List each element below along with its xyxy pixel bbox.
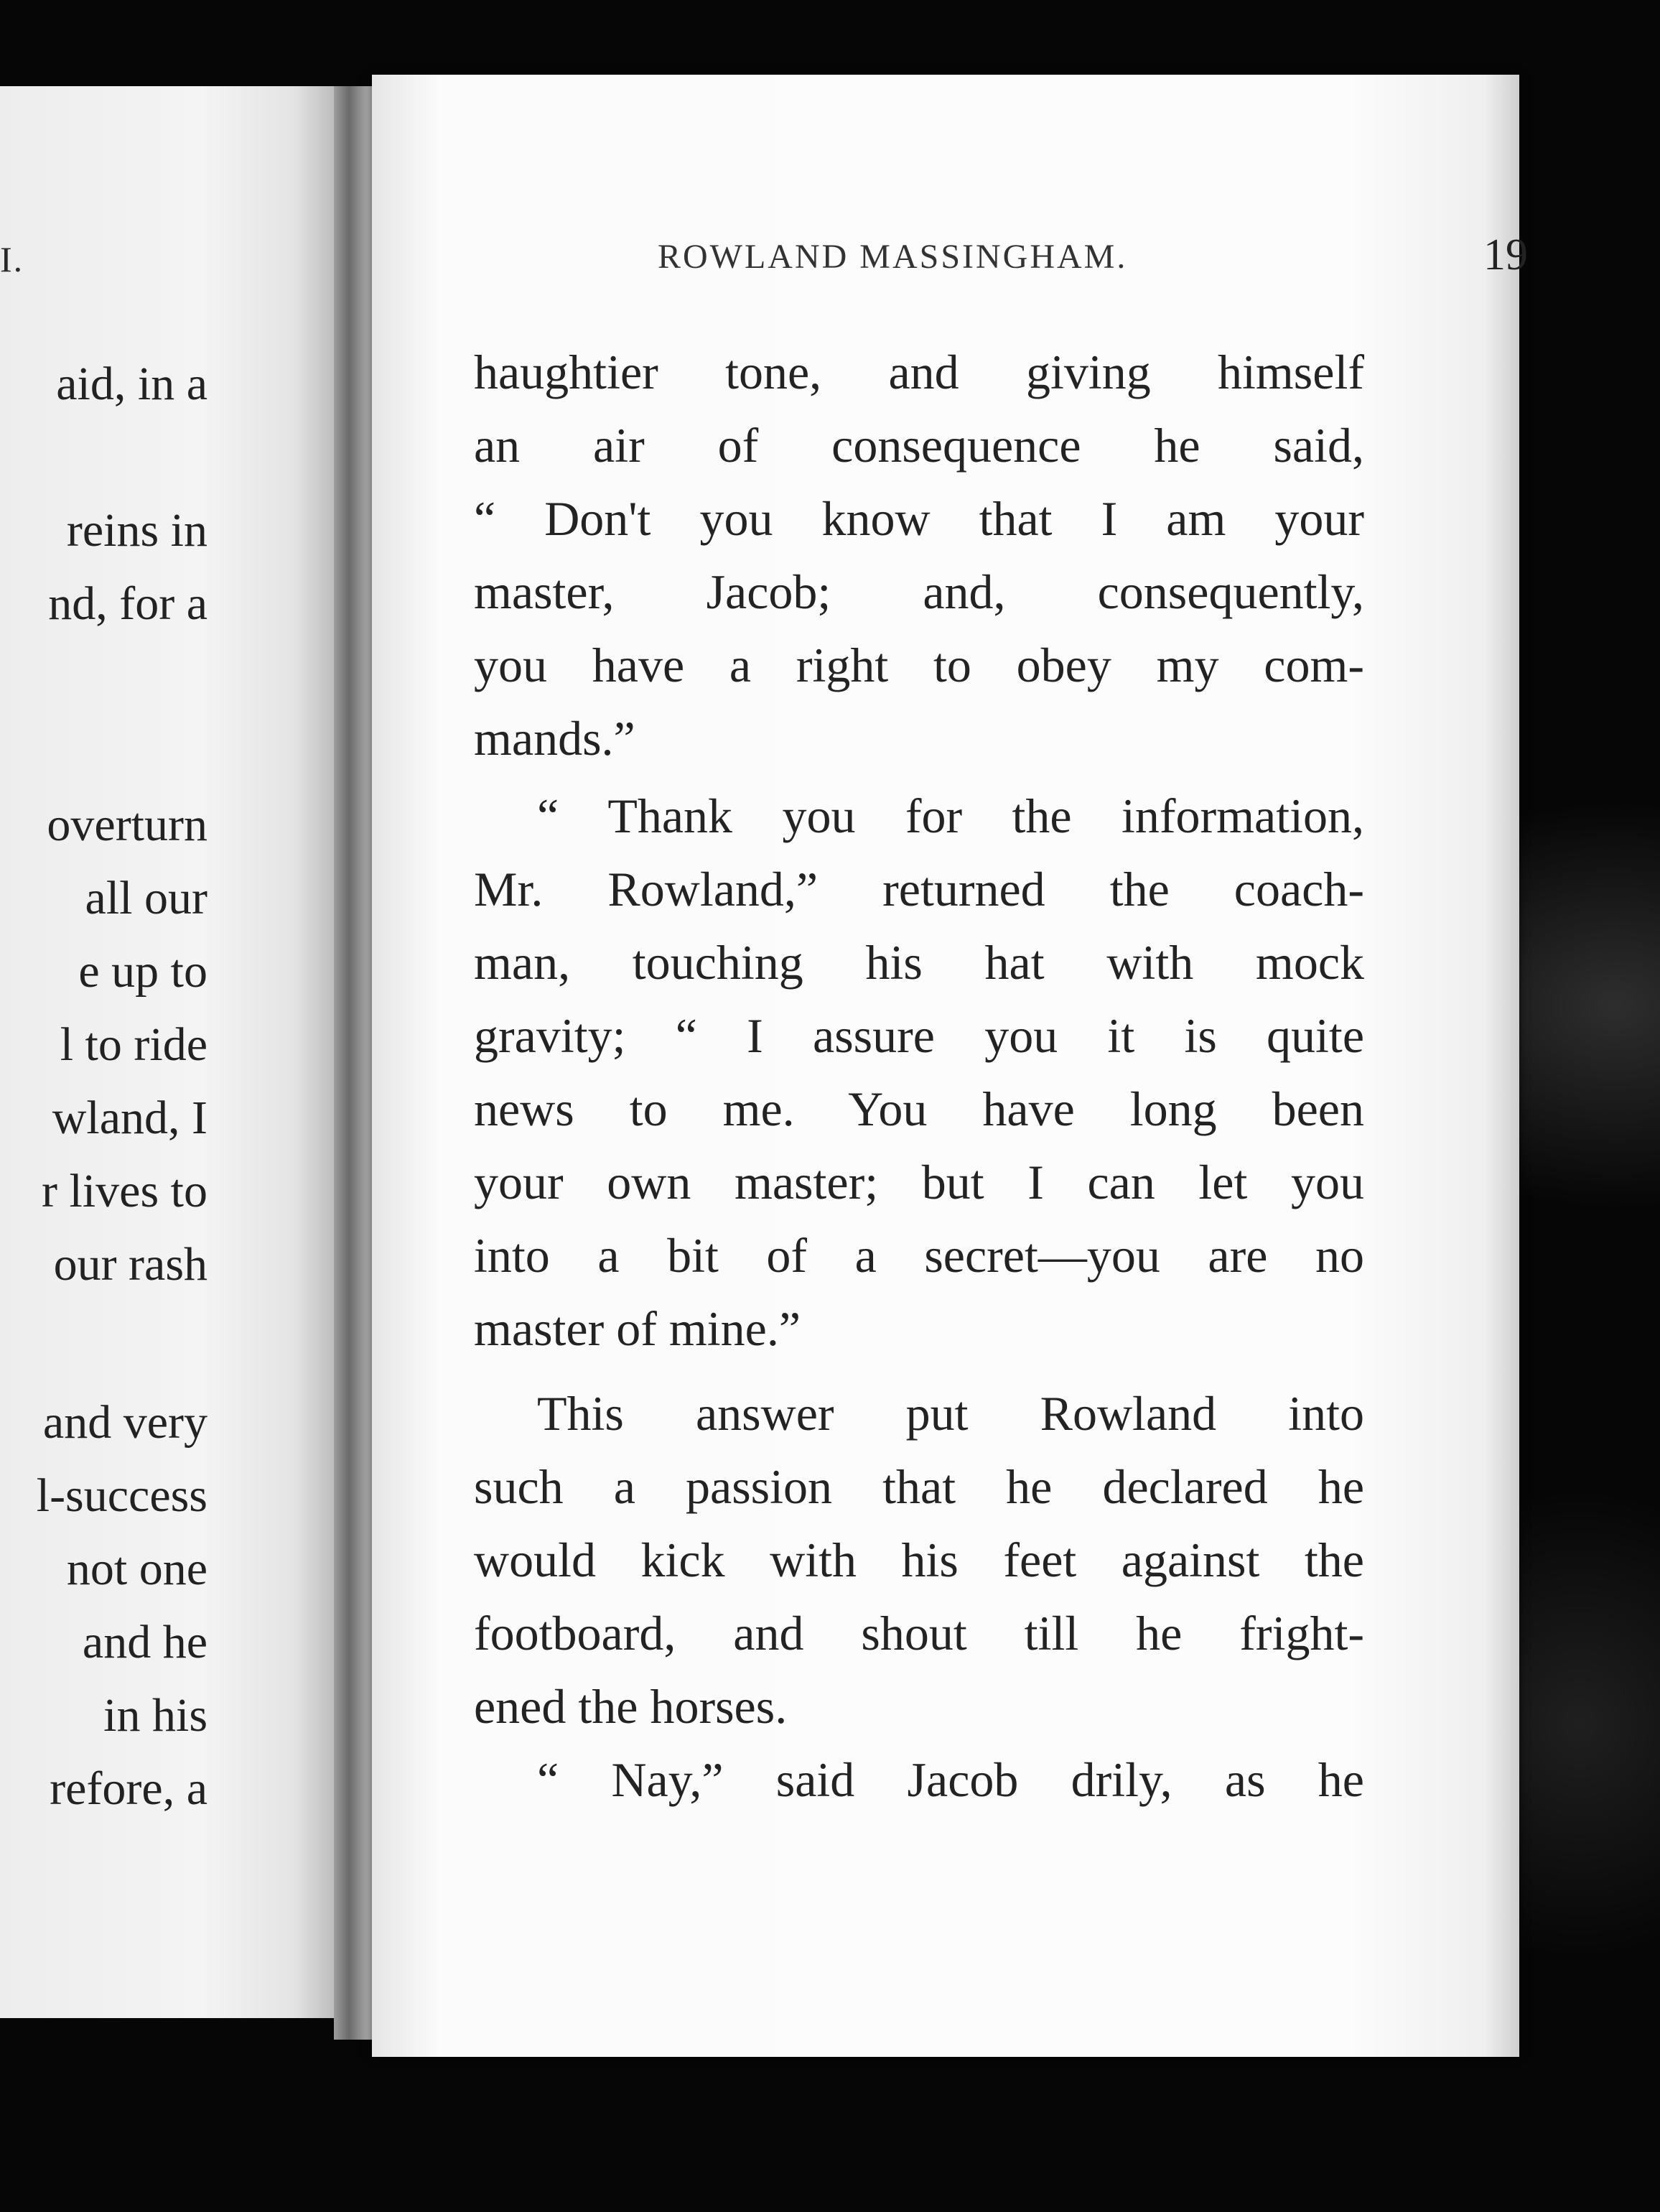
left-line: nd, for a — [48, 577, 208, 630]
text-line: This answer put Rowland into — [537, 1386, 1364, 1441]
text-line: man, touching his hat with mock — [474, 935, 1364, 990]
left-line: l to ride — [60, 1018, 208, 1071]
left-line: our rash — [53, 1238, 208, 1291]
left-line: overturn — [47, 799, 208, 851]
text-line: “ Nay,” said Jacob drily, as he — [537, 1752, 1364, 1807]
text-line: mands.” — [474, 711, 635, 766]
text-line: footboard, and shout till he fright- — [474, 1606, 1364, 1660]
left-line: aid, in a — [56, 358, 208, 410]
text-line: into a bit of a secret—you are no — [474, 1228, 1364, 1283]
left-line: refore, a — [50, 1762, 208, 1815]
text-line: haughtier tone, and giving himself — [474, 345, 1364, 399]
text-line: “ Don't you know that I am your — [474, 491, 1364, 546]
page-number: 19 — [1483, 231, 1528, 279]
text-line: Mr. Rowland,” returned the coach- — [474, 862, 1364, 916]
left-line: and very — [42, 1396, 208, 1449]
left-running-head: I. — [0, 239, 24, 279]
text-line: “ Thank you for the information, — [537, 789, 1364, 843]
left-line: and he — [82, 1616, 208, 1668]
left-line: r lives to — [42, 1165, 208, 1217]
left-line: all our — [85, 872, 208, 924]
left-line: in his — [103, 1689, 208, 1742]
running-title: ROWLAND MASSINGHAM. — [658, 238, 1128, 276]
left-line: e up to — [78, 945, 208, 998]
text-line: such a passion that he declared he — [474, 1459, 1364, 1514]
text-line: master, Jacob; and, consequently, — [474, 564, 1364, 619]
book-gutter — [334, 86, 377, 2040]
text-line: you have a right to obey my com- — [474, 638, 1364, 692]
right-page — [372, 75, 1528, 2057]
text-line: ened the horses. — [474, 1679, 788, 1734]
text-line: master of mine.” — [474, 1301, 801, 1356]
text-line: would kick with his feet against the — [474, 1533, 1364, 1587]
text-line: gravity; “ I assure you it is quite — [474, 1008, 1364, 1063]
left-line: wland, I — [52, 1092, 208, 1144]
left-line: reins in — [66, 504, 208, 557]
left-line: not one — [66, 1543, 208, 1595]
text-line: an air of consequence he said, — [474, 418, 1364, 473]
left-page — [0, 86, 334, 2018]
left-line: l-success — [36, 1469, 208, 1522]
text-line: news to me. You have long been — [474, 1082, 1364, 1136]
text-line: your own master; but I can let you — [474, 1155, 1364, 1209]
